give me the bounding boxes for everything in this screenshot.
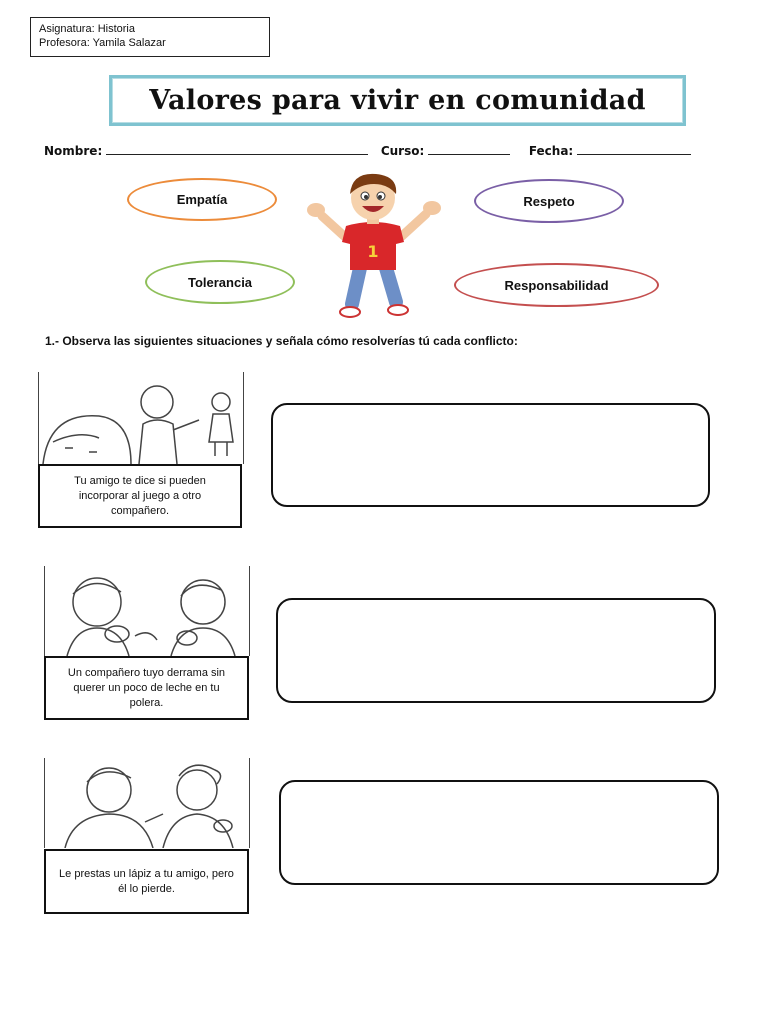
student-fields-row	[44, 144, 714, 160]
instruction-text: 1.- Observa las siguientes situaciones y señala cómo resolverías tú cada conflicto:	[45, 334, 518, 348]
teacher-label: Profesora: Yamila Salazar	[39, 37, 166, 49]
course-field-label: Curso:	[380, 144, 425, 158]
situation-2-caption-text: Un compañero tuyo derrama sin querer un poco de leche en tu polera.	[67, 666, 226, 709]
value-label-tolerancia: Tolerancia	[187, 274, 253, 290]
situation-3-caption-text: Le prestas un lápiz a tu amigo, pero él lo pierde.	[59, 867, 234, 895]
situation-2-answer-box[interactable]	[276, 598, 716, 703]
date-field-line[interactable]	[577, 144, 691, 155]
course-field-line[interactable]	[428, 144, 510, 155]
value-oval-responsabilidad	[454, 263, 659, 307]
situation-1-caption-text: Tu amigo te dice si pueden incorporar al juego a otro compañero.	[74, 474, 206, 517]
situation-1-illustration	[38, 372, 244, 464]
page-title: Valores para vivir en comunidad	[109, 75, 686, 126]
subject-label: Asignatura: Historia	[39, 23, 135, 35]
situation-1-caption	[38, 464, 242, 528]
value-label-responsabilidad: Responsabilidad	[504, 277, 609, 293]
value-label-empatia: Empatía	[176, 192, 228, 207]
value-oval-tolerancia	[145, 260, 295, 304]
situation-3-caption	[44, 849, 249, 914]
situation-2-caption	[44, 656, 249, 720]
situation-3-illustration	[44, 758, 250, 848]
situation-2-illustration	[44, 566, 250, 656]
name-field-label: Nombre:	[44, 144, 103, 158]
mascot-shirt-number: 1	[367, 242, 379, 261]
header-info-box	[30, 17, 270, 57]
value-oval-respeto	[474, 179, 624, 223]
situation-1-answer-box[interactable]	[271, 403, 710, 507]
value-label-respeto: Respeto	[523, 193, 575, 209]
situation-3-answer-box[interactable]	[279, 780, 719, 885]
name-field-line[interactable]	[106, 144, 368, 155]
mascot-kid-illustration	[300, 170, 445, 322]
value-oval-empatia	[127, 178, 277, 221]
date-field-label: Fecha:	[528, 144, 574, 158]
